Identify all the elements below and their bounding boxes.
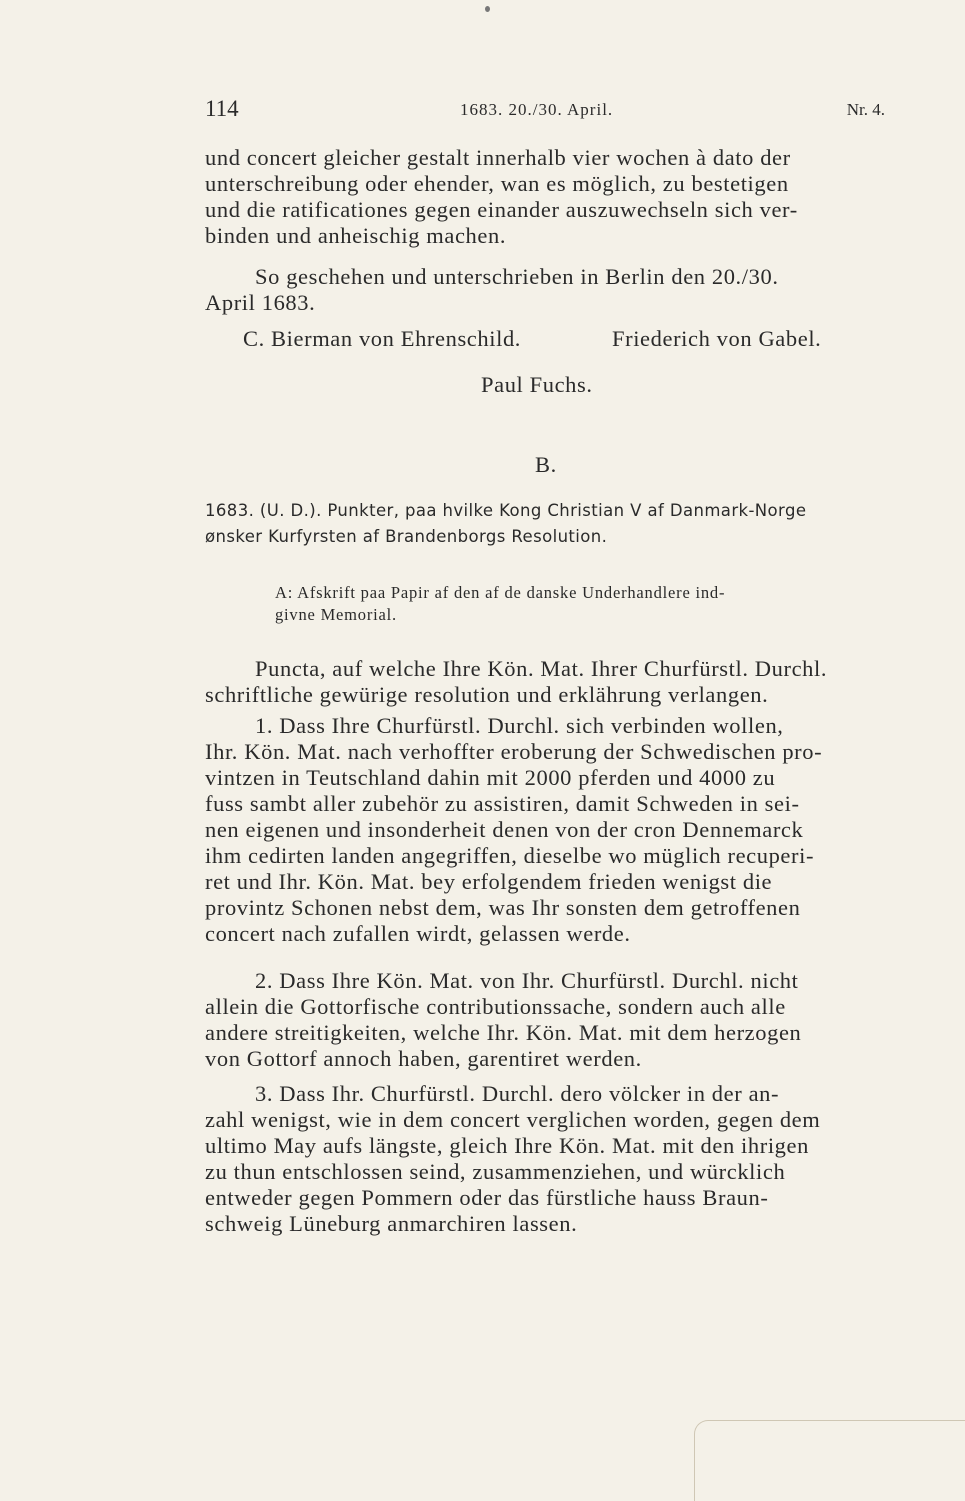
text-line: nen eigenen und insonderheit denen von der cron Dennemarck [205, 817, 804, 842]
text-line: von Gottorf annoch haben, garentiret werden. [205, 1046, 642, 1071]
text-line: unterschreibung oder ehender, wan es möglich, zu bestetigen [205, 171, 789, 196]
page-corner-edge [694, 1420, 965, 1501]
text-line: So geschehen und unterschrieben in Berlin den 20./30. [255, 264, 779, 289]
signature-fuchs: Paul Fuchs. [481, 372, 593, 397]
section-label: B. [535, 452, 557, 477]
heading-line: 1683. (U. D.). Punkter, paa hvilke Kong Christian V af Danmark-Norge [205, 501, 807, 520]
text-line: zahl wenigst, wie in dem concert verglichen worden, gegen dem [205, 1107, 821, 1132]
point-1 [205, 713, 885, 947]
text-line: binden und anheischig machen. [205, 223, 507, 248]
text-line: concert nach zufallen wirdt, gelassen werde. [205, 921, 631, 946]
signature-bierman: C. Bierman von Ehrenschild. [243, 326, 522, 351]
text-line: Ihr. Kön. Mat. nach verhoffter eroberung der Schwedischen pro- [205, 739, 823, 764]
text-line: und die ratificationes gegen einander auszuwechseln sich ver- [205, 197, 798, 222]
page-number: 114 [205, 96, 239, 121]
text-line: andere streitigkeiten, welche Ihr. Kön. Mat. mit dem herzogen [205, 1020, 802, 1045]
point-2 [205, 968, 885, 1072]
text-line: vintzen in Teutschland dahin mit 2000 pferden und 4000 zu [205, 765, 776, 790]
signature-gabel: Friederich von Gabel. [612, 326, 822, 351]
note-line: A: Afskrift paa Papir af den af de danske Underhandlere ind- [275, 583, 726, 602]
document-heading [205, 498, 885, 550]
body-intro [205, 656, 885, 708]
document-number: Nr. 4. [846, 100, 885, 119]
running-header [205, 96, 885, 126]
text-line: April 1683. [205, 290, 316, 315]
text-line: schweig Lüneburg anmarchiren lassen. [205, 1211, 578, 1236]
text-line: allein die Gottorfische contributionssache, sondern auch alle [205, 994, 786, 1019]
text-line: 3. Dass Ihr. Churfürstl. Durchl. dero völcker in der an- [255, 1081, 780, 1106]
treaty-closing-paragraph [205, 145, 885, 249]
text-line: fuss sambt aller zubehör zu assistiren, damit Schweden in sei- [205, 791, 800, 816]
text-line: zu thun entschlossen seind, zusammenziehen, und würcklich [205, 1159, 786, 1184]
dating-paragraph [205, 264, 885, 316]
text-line: ultimo May aufs längste, gleich Ihre Kön. Mat. mit den ihrigen [205, 1133, 809, 1158]
text-line: 1. Dass Ihre Churfürstl. Durchl. sich verbinden wollen, [255, 713, 784, 738]
text-line: und concert gleicher gestalt innerhalb vier wochen à dato der [205, 145, 791, 170]
text-line: entweder gegen Pommern oder das fürstliche hauss Braun- [205, 1185, 769, 1210]
text-line: ret und Ihr. Kön. Mat. bey erfolgendem frieden wenigst die [205, 869, 773, 894]
text-line: ihm cedirten landen angegriffen, dieselbe wo müglich recuperi- [205, 843, 815, 868]
text-line: 2. Dass Ihre Kön. Mat. von Ihr. Churfürstl. Durchl. nicht [255, 968, 799, 993]
header-date: 1683. 20./30. April. [460, 100, 614, 119]
ink-speck [485, 6, 490, 12]
heading-line: ønsker Kurfyrsten af Brandenborgs Resolution. [205, 527, 608, 546]
source-note [275, 582, 885, 626]
point-3 [205, 1081, 885, 1237]
text-line: provintz Schonen nebst dem, was Ihr sonsten dem getroffenen [205, 895, 801, 920]
text-line: schriftliche gewürige resolution und erklährung verlangen. [205, 682, 769, 707]
note-line: givne Memorial. [275, 605, 397, 624]
text-line: Puncta, auf welche Ihre Kön. Mat. Ihrer Churfürstl. Durchl. [255, 656, 828, 681]
